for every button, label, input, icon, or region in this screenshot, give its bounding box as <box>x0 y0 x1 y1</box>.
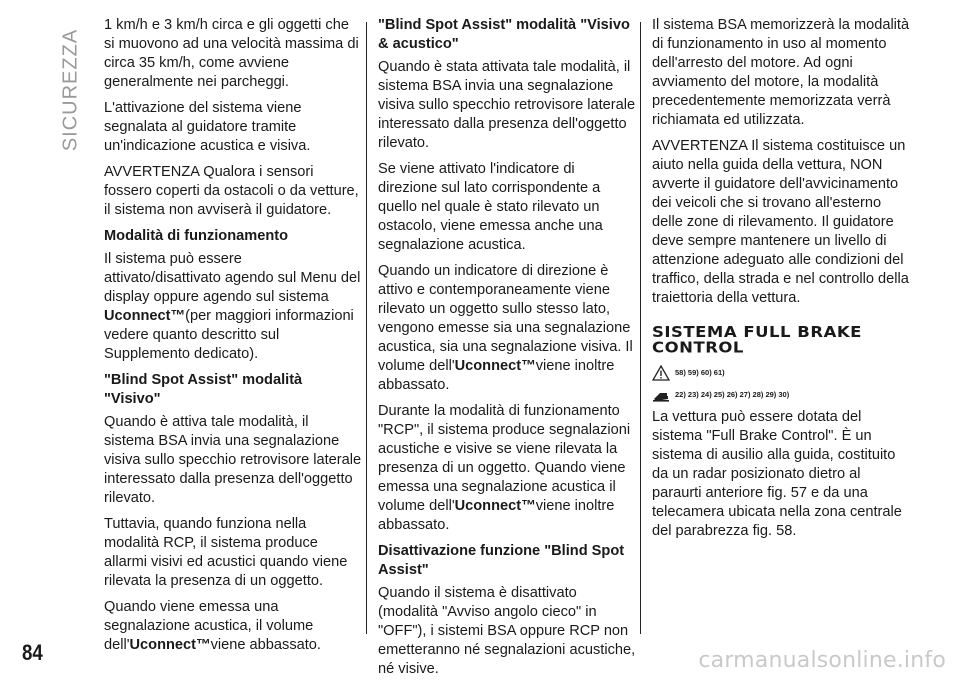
column-divider <box>366 22 367 634</box>
column-divider <box>640 22 641 634</box>
subheading-deactivation: Disattivazione funzione "Blind Spot Assist" <box>378 543 625 578</box>
paragraph: Tuttavia, quando funziona nella modalità RCP, il sistema produce allarmi visivi ed acustici quando viene rilevata la presenza di un oggetto. <box>104 516 348 589</box>
paragraph: Il sistema può essere attivato/disattivato agendo sul Menu del display oppure agendo sul sistema Uconnect™(per maggiori informazioni vedere quanto descritto sul Supplemento dedicato). <box>104 251 361 362</box>
paragraph: Il sistema BSA memorizzerà la modalità di funzionamento in uso al momento dell'arresto del motore. Ad ogni avviamento del motore, la modalità precedentemente memorizzata verrà richiamata ed utilizzata. <box>652 17 910 128</box>
paragraph: Durante la modalità di funzionamento "RCP", il sistema produce segnalazioni acustiche e visive se viene rilevata la presenza di un oggetto. Quando viene emessa una segnalazione acustica il volume dell'Uconnect™viene inoltre abbassato. <box>378 403 631 533</box>
warning-paragraph: AVVERTENZA Il sistema costituisce un aiuto nella guida della vettura, NON avverte il guidatore dell'avvicinamento dei veicoli che si trovano all'esterno delle zone di rilevamento. Il guidatore deve sempre mantenere un livello di attenzione adeguato alle condizioni del traffico, della strada e nel controllo della traiettoria della vettura. <box>652 138 909 306</box>
note-references-row <box>652 386 910 404</box>
paragraph: Quando è attiva tale modalità, il sistema BSA invia una segnalazione visiva sullo specchio retrovisore laterale interessato dalla presenza dell'oggetto rilevato. <box>104 414 362 506</box>
paragraph: Se viene attivato l'indicatore di direzione sul lato corrispondente a quello nel quale è stato rilevato un ostacolo, viene emessa anche una segnalazione acustica. <box>378 161 603 253</box>
paragraph: Quando viene emessa una segnalazione acustica, il volume dell'Uconnect™viene abbassato. <box>104 599 321 653</box>
warning-references: 58) 59) 60) 61) <box>675 368 725 377</box>
uconnect-brand: Uconnect™ <box>104 308 186 324</box>
subheading-visual-mode: "Blind Spot Assist" modalità "Visivo" <box>104 372 303 407</box>
uconnect-brand: Uconnect™ <box>129 637 211 653</box>
paragraph: Quando un indicatore di direzione è attivo e contemporaneamente viene rilevato un oggetto sullo stesso lato, vengono emesse sia una segnalazione acustica, sia una segnalazione visiva. Il volume dell'Uconnect™viene inoltre abbassato. <box>378 263 633 393</box>
paragraph: L'attivazione del sistema viene segnalata al guidatore tramite un'indicazione acustica e visiva. <box>104 100 311 154</box>
subheading-visual-acoustic-mode: "Blind Spot Assist" modalità "Visivo & acustico" <box>378 17 630 52</box>
warning-triangle-icon <box>652 365 670 381</box>
paragraph: 1 km/h e 3 km/h circa e gli oggetti che si muovono ad una velocità massima di circa 35 km/h, come avviene generalmente nei parcheggi. <box>104 17 359 90</box>
uconnect-brand: Uconnect™ <box>454 358 536 374</box>
subheading-operating-mode: Modalità di funzionamento <box>104 228 289 244</box>
paragraph: La vettura può essere dotata del sistema "Full Brake Control". È un sistema di ausilio alla guida, costituito da un radar posizionato dietro al paraurti anteriore fig. 57 e da una telecamera ubicata nella zona centrale del parabrezza fig. 58. <box>652 409 902 539</box>
warning-paragraph: AVVERTENZA Qualora i sensori fossero coperti da ostacoli o da vetture, il sistema non avviserà il guidatore. <box>104 164 359 218</box>
paragraph: Quando è stata attivata tale modalità, il sistema BSA invia una segnalazione visiva sullo specchio retrovisore laterale interessato dalla presenza dell'oggetto rilevato. <box>378 59 636 151</box>
warning-references-row <box>652 364 910 382</box>
section-tab <box>55 20 87 160</box>
page-number: 84 <box>22 640 43 665</box>
paragraph: Quando il sistema è disattivato (modalità "Avviso angolo cieco" in "OFF"), i sistemi BSA oppure RCP non emetteranno né segnalazioni acustiche, né visive. <box>378 585 636 677</box>
uconnect-brand: Uconnect™ <box>454 498 536 514</box>
watermark: carmanualsonline.info <box>698 648 946 673</box>
note-references: 22) 23) 24) 25) 26) 27) 28) 29) 30) <box>675 390 790 399</box>
column-2 <box>378 16 636 686</box>
note-hand-icon <box>652 387 670 403</box>
column-3 <box>652 16 910 548</box>
section-tab-label: SICUREZZA <box>59 28 82 152</box>
section-title-full-brake-control: SISTEMA FULL BRAKE CONTROL <box>652 323 862 357</box>
column-1 <box>104 16 362 662</box>
